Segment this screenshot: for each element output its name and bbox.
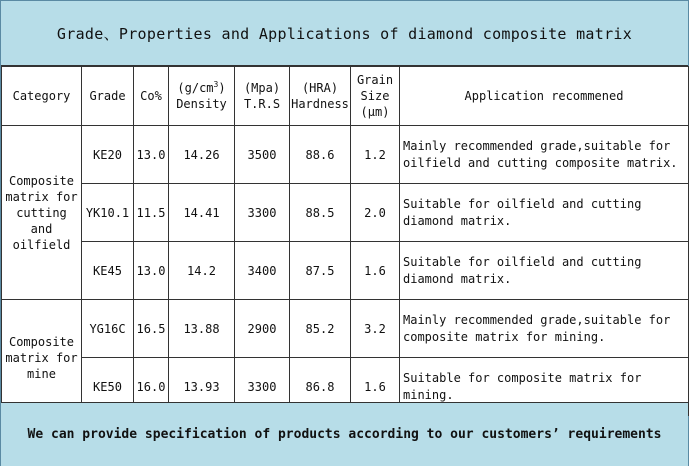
- cell-application: Mainly recommended grade,suitable for composite matrix for mining.: [400, 300, 689, 358]
- cell-application: Mainly recommended grade,suitable for oilfield and cutting composite matrix.: [400, 126, 689, 184]
- cell-co: 13.0: [134, 242, 169, 300]
- cell-grade: KE45: [82, 242, 134, 300]
- cell-co: 11.5: [134, 184, 169, 242]
- cell-trs: 3300: [235, 358, 290, 416]
- sheet-title: Grade、Properties and Applications of diamond composite matrix: [56, 24, 633, 43]
- cell-hardness: 88.6: [290, 126, 351, 184]
- cell-application: Suitable for oilfield and cutting diamond matrix.: [400, 184, 689, 242]
- cell-grade: YK10.1: [82, 184, 134, 242]
- footer-note: We can provide specification of products according to our customers’ requirements: [27, 427, 662, 442]
- cell-grade: KE50: [82, 358, 134, 416]
- header-category: Category: [2, 67, 82, 126]
- header-application: Application recommened: [400, 67, 689, 126]
- title-banner: [1, 1, 688, 66]
- table-row: [2, 184, 689, 242]
- cell-co: 13.0: [134, 126, 169, 184]
- cell-grain: 1.6: [351, 242, 400, 300]
- cell-density: 14.2: [169, 242, 235, 300]
- header-trs: (Mpa) T.R.S: [235, 67, 290, 126]
- cell-grain: 1.2: [351, 126, 400, 184]
- cell-grain: 1.6: [351, 358, 400, 416]
- grade-table: [1, 66, 689, 416]
- cell-co: 16.0: [134, 358, 169, 416]
- cell-trs: 3400: [235, 242, 290, 300]
- cell-hardness: 85.2: [290, 300, 351, 358]
- table-row: [2, 300, 689, 358]
- header-row: [2, 67, 689, 126]
- cell-grade: YG16C: [82, 300, 134, 358]
- cell-application: Suitable for composite matrix for mining.: [400, 358, 689, 416]
- cell-application: Suitable for oilfield and cutting diamond matrix.: [400, 242, 689, 300]
- cell-grade: KE20: [82, 126, 134, 184]
- cell-hardness: 88.5: [290, 184, 351, 242]
- header-hardness: (HRA) Hardness: [290, 67, 351, 126]
- cell-hardness: 86.8: [290, 358, 351, 416]
- table-row: [2, 126, 689, 184]
- header-density: $(g/cm^3)$ Density: [169, 67, 235, 126]
- cell-grain: 3.2: [351, 300, 400, 358]
- category-mine: Composite matrix for mine: [2, 300, 82, 416]
- category-cutting-oilfield: Composite matrix for cutting and oilfield: [2, 126, 82, 300]
- cell-trs: 3500: [235, 126, 290, 184]
- cell-hardness: 87.5: [290, 242, 351, 300]
- cell-density: 13.93: [169, 358, 235, 416]
- header-grain-size: Grain Size (μm): [351, 67, 400, 126]
- cell-density: 14.41: [169, 184, 235, 242]
- header-co: Co%: [134, 67, 169, 126]
- cell-density: 14.26: [169, 126, 235, 184]
- table-row: [2, 242, 689, 300]
- footer-banner: [1, 402, 688, 466]
- cell-trs: 3300: [235, 184, 290, 242]
- cell-density: 13.88: [169, 300, 235, 358]
- header-grade: Grade: [82, 67, 134, 126]
- cell-trs: 2900: [235, 300, 290, 358]
- cell-grain: 2.0: [351, 184, 400, 242]
- cell-co: 16.5: [134, 300, 169, 358]
